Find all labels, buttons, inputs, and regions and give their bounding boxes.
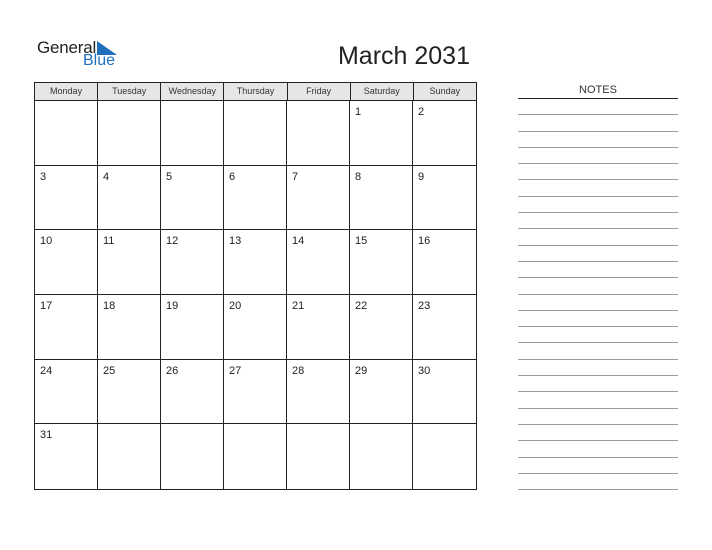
day-cell[interactable] [35,360,98,425]
day-cell[interactable] [98,360,161,425]
day-number: 12 [166,235,179,248]
day-cell[interactable] [350,230,413,295]
day-cell[interactable] [98,424,161,489]
day-cell[interactable] [413,101,476,166]
day-cell[interactable] [350,360,413,425]
day-cell[interactable] [35,230,98,295]
day-cell[interactable] [413,166,476,231]
day-number: 6 [229,170,236,183]
weekday-label: Friday [288,83,351,100]
day-cell[interactable] [413,424,476,489]
day-number: 15 [355,235,368,248]
day-number: 16 [418,235,431,248]
day-cell[interactable] [287,101,350,166]
day-cell[interactable] [98,166,161,231]
day-number: 28 [292,364,305,377]
day-cell[interactable] [350,101,413,166]
day-number: 17 [40,299,53,312]
note-line[interactable] [518,229,678,245]
day-cell[interactable] [287,295,350,360]
day-cell[interactable] [287,360,350,425]
day-cell[interactable] [161,230,224,295]
day-number: 5 [166,170,173,183]
note-line[interactable] [518,148,678,164]
day-number: 29 [355,364,368,377]
day-cell[interactable] [287,424,350,489]
day-cell[interactable] [224,230,287,295]
note-line[interactable] [518,197,678,213]
note-line[interactable] [518,180,678,196]
note-line[interactable] [518,278,678,294]
day-number: 31 [40,429,53,442]
day-number: 10 [40,235,53,248]
day-number: 26 [166,364,179,377]
logo-general-text: General [37,38,97,57]
day-number: 2 [418,106,425,118]
note-line[interactable] [518,132,678,148]
day-cell[interactable] [35,101,98,166]
day-cell[interactable] [35,295,98,360]
calendar-title: March 2031 [337,42,470,70]
note-line[interactable] [518,295,678,311]
day-cell[interactable] [224,166,287,231]
day-cell[interactable] [35,166,98,231]
day-cell[interactable] [413,360,476,425]
weekday-label: Tuesday [98,83,161,100]
note-line[interactable] [518,99,678,115]
day-cell[interactable] [224,101,287,166]
day-number: 4 [103,170,110,183]
calendar [34,82,477,490]
weekday-header [35,83,476,101]
day-cell[interactable] [161,166,224,231]
day-number: 24 [40,364,53,377]
day-cell[interactable] [35,424,98,489]
note-line[interactable] [518,115,678,131]
day-number: 30 [418,364,431,377]
note-line[interactable] [518,262,678,278]
day-number: 27 [229,364,242,377]
note-line[interactable] [518,311,678,327]
day-cell[interactable] [161,360,224,425]
day-number: 1 [355,106,362,118]
day-number: 21 [292,299,305,312]
note-line[interactable] [518,425,678,441]
day-cell[interactable] [350,424,413,489]
day-number: 7 [292,170,299,183]
day-number: 14 [292,235,305,248]
day-cell[interactable] [224,295,287,360]
weekday-label: Saturday [351,83,414,100]
day-cell[interactable] [224,424,287,489]
note-line[interactable] [518,246,678,262]
day-cell[interactable] [350,166,413,231]
notes-panel [518,84,678,490]
day-number: 20 [229,299,242,312]
day-number: 13 [229,235,242,248]
note-line[interactable] [518,343,678,359]
day-grid [35,101,476,489]
weekday-label: Monday [35,83,98,100]
note-line[interactable] [518,164,678,180]
day-cell[interactable] [161,295,224,360]
weekday-label: Thursday [224,83,287,100]
notes-title: NOTES [518,84,678,99]
day-number: 23 [418,299,431,312]
day-number: 11 [103,235,115,248]
day-cell[interactable] [287,230,350,295]
day-cell[interactable] [287,166,350,231]
day-cell[interactable] [161,101,224,166]
note-line[interactable] [518,360,678,376]
day-number: 3 [40,170,47,183]
day-cell[interactable] [161,424,224,489]
note-line[interactable] [518,458,678,474]
note-line[interactable] [518,327,678,343]
note-line[interactable] [518,392,678,408]
day-cell[interactable] [350,295,413,360]
day-number: 19 [166,299,179,312]
day-cell[interactable] [98,230,161,295]
day-number: 22 [355,299,368,312]
day-number: 8 [355,170,362,183]
logo-blue-text: Blue [83,52,116,69]
day-cell[interactable] [98,101,161,166]
day-number: 18 [103,299,116,312]
weekday-label: Sunday [429,86,461,96]
day-number: 9 [418,170,425,183]
note-line[interactable] [518,474,678,490]
day-cell[interactable] [413,295,476,360]
note-line[interactable] [518,213,678,229]
note-line[interactable] [518,409,678,425]
logo [37,38,127,72]
day-cell[interactable] [413,230,476,295]
day-number: 25 [103,364,116,377]
day-cell[interactable] [98,295,161,360]
weekday-label: Wednesday [161,83,224,100]
day-cell[interactable] [224,360,287,425]
note-line[interactable] [518,441,678,457]
notes-lines [518,99,678,490]
note-line[interactable] [518,376,678,392]
